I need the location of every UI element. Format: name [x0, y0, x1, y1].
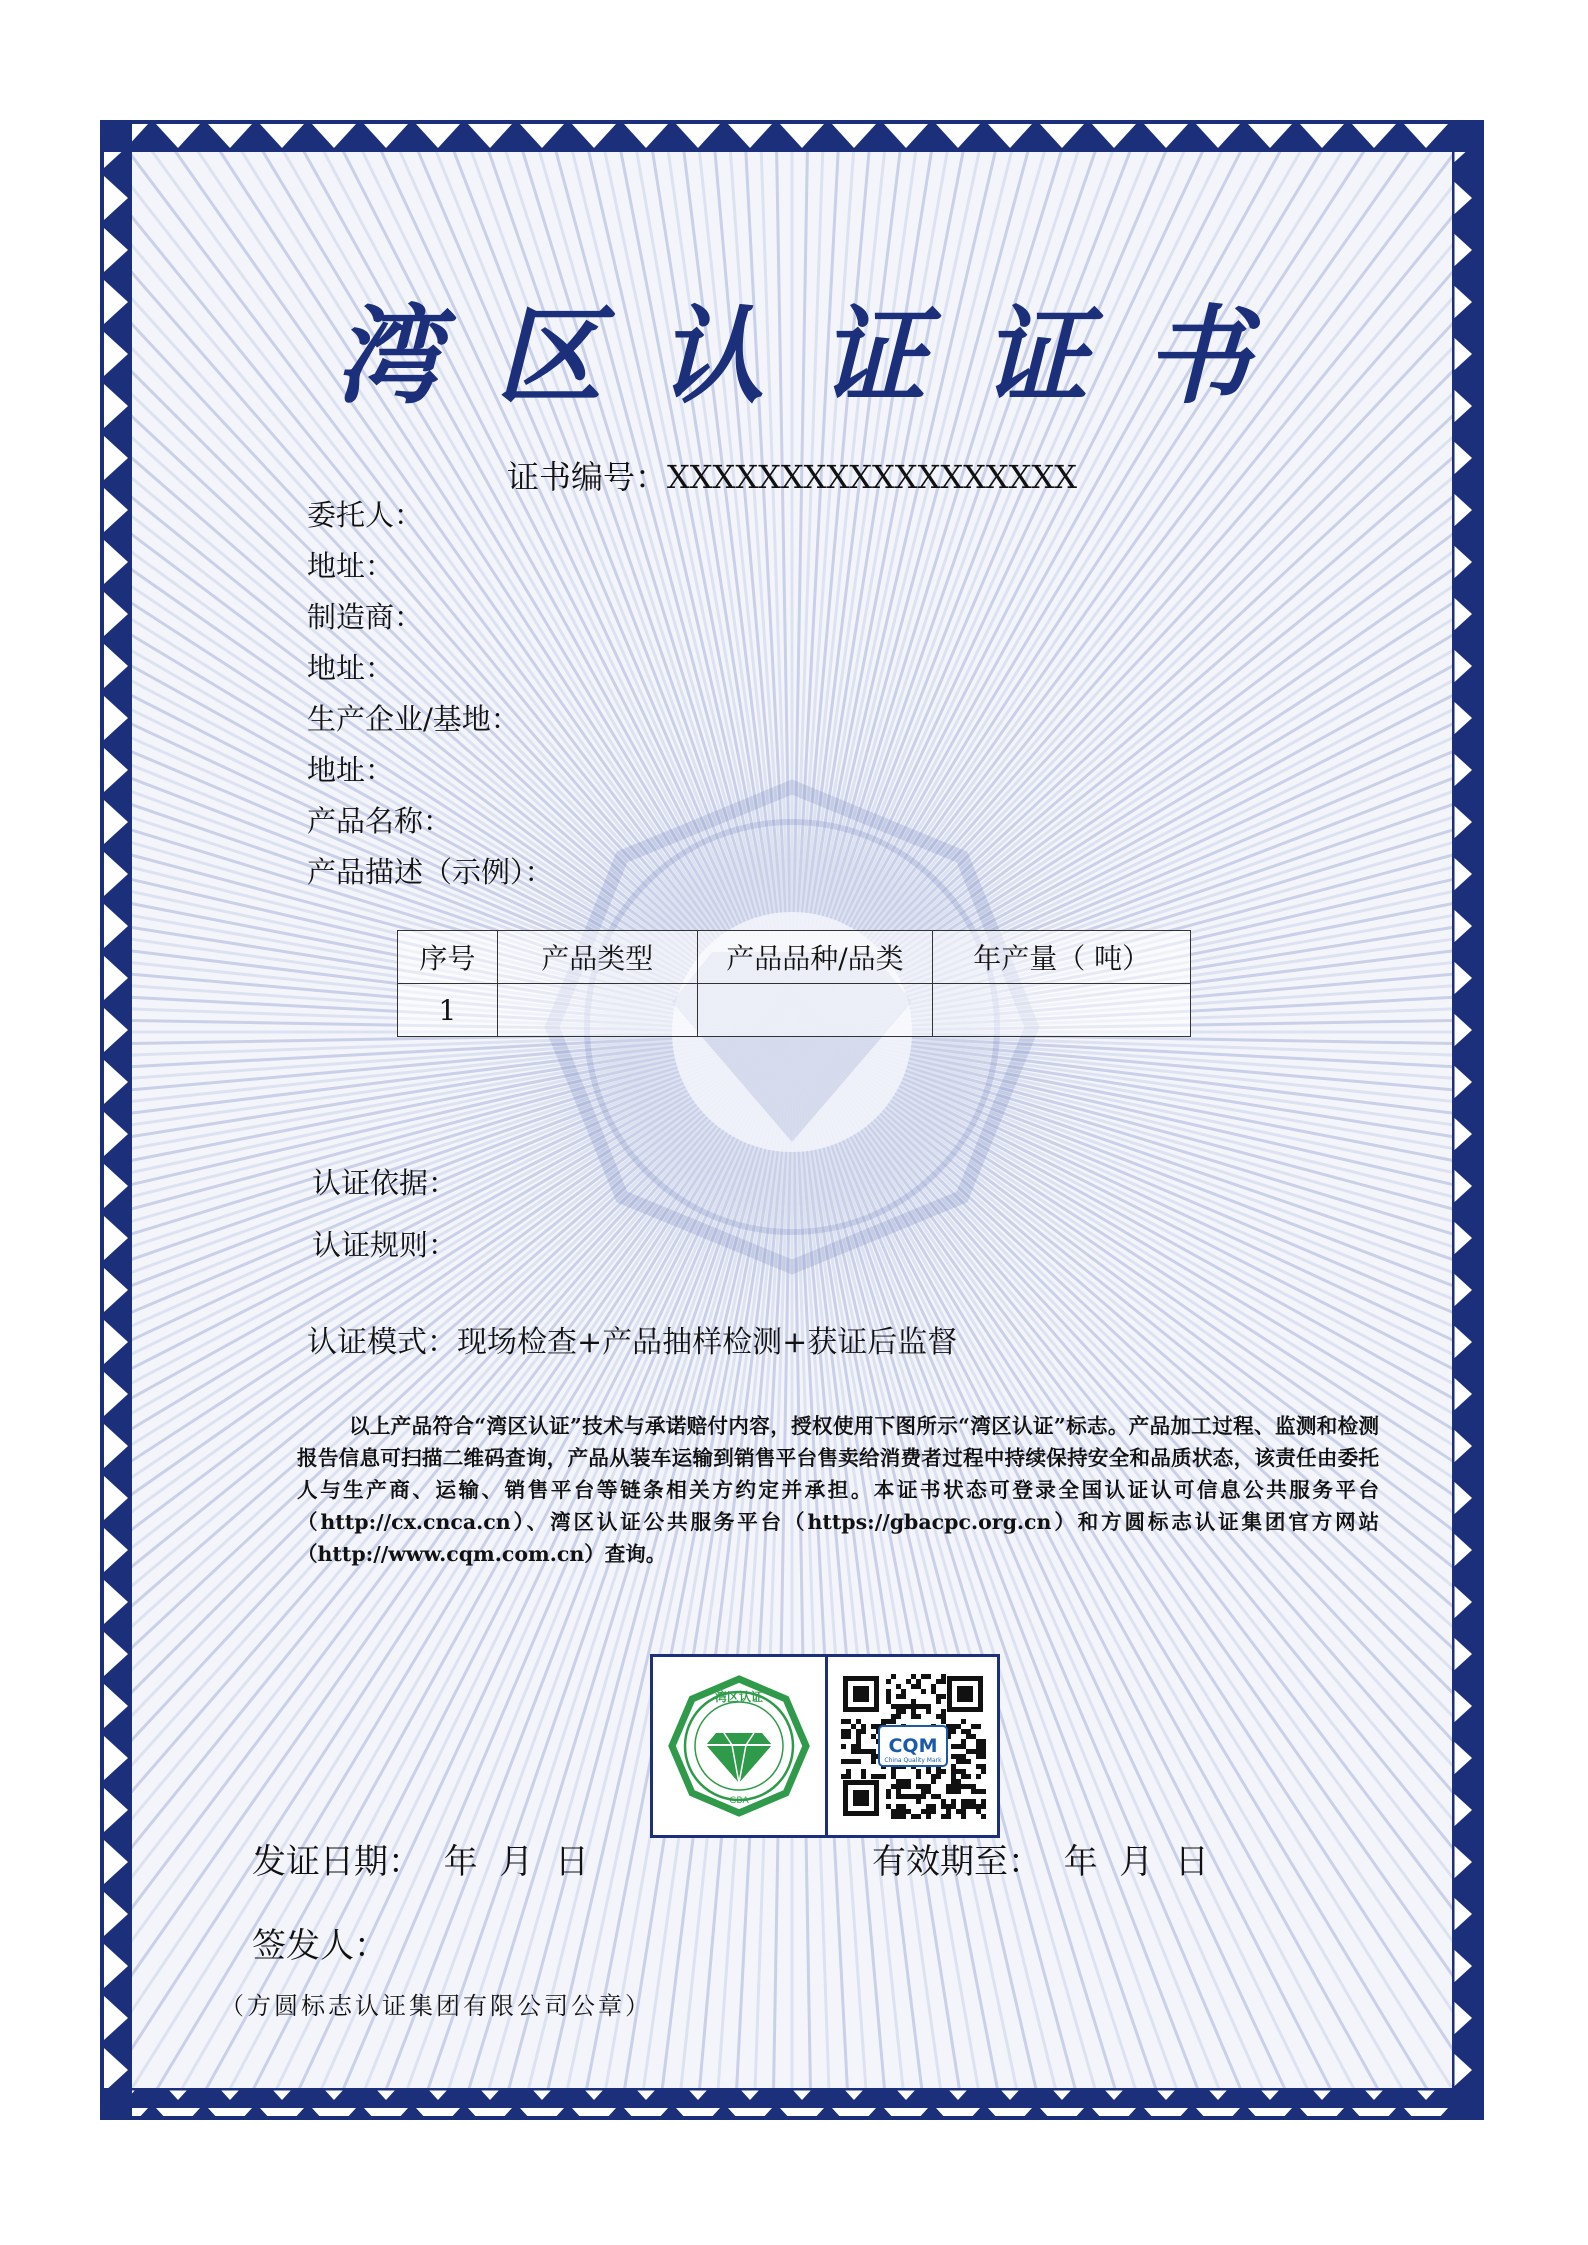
field-production-base: 生产企业/基地：	[307, 702, 520, 736]
field-production-base-address: 地址：	[307, 753, 395, 787]
issue-date	[252, 1834, 589, 1883]
issuer-label: 签发人：	[252, 1926, 388, 1966]
table-header-cell: 产品类型	[497, 931, 697, 984]
field-manufacturer: 制造商：	[307, 600, 424, 634]
qr-code-icon	[837, 1670, 989, 1822]
logo-ring-text: 湾区认证	[714, 1690, 764, 1704]
valid-until-label: 有效期至：	[872, 1842, 1042, 1882]
certification-statement: 以上产品符合“湾区认证”技术与承诺赔付内容，授权使用下图所示“湾区认证”标志。产品加工过程、监测和检测报告信息可扫描二维码查询，产品从装车运输到销售平台售卖给消费者过程中持续保持安全和品质状态，该责任由委托人与生产商、运输、销售平台等链条相关方约定并承担。本证书状态可登录全国认证认可信息公共服务平台（http://cx.cnca.cn）、湾区认证公共服务平台（https://gbacpc.org.cn）和方圆标志认证集团官方网站（http://www.cqm.com.cn）查询。	[297, 1414, 1379, 1566]
table-cell	[697, 984, 933, 1037]
field-entrusting-party: 委托人：	[307, 498, 424, 532]
table-header-cell: 序号	[398, 931, 498, 984]
field-manufacturer-address: 地址：	[307, 651, 395, 685]
issue-date-value: 年 月 日	[443, 1842, 589, 1882]
field-product-name: 产品名称：	[307, 804, 453, 838]
certificate-number-value: XXXXXXXXXXXXXXXXXX	[666, 458, 1078, 496]
cqm-brand-subtext: China Quality Mark	[883, 1757, 942, 1764]
table-header-cell: 产品品种/品类	[697, 931, 933, 984]
table-cell	[933, 984, 1191, 1037]
table-cell	[497, 984, 697, 1037]
field-product-description: 产品描述（示例）：	[307, 855, 554, 889]
table-header-cell: 年产量（ 吨）	[933, 931, 1191, 984]
certification-basis-block	[312, 1152, 457, 1276]
logo-box	[650, 1654, 1000, 1838]
certification-basis-label: 认证依据：	[312, 1166, 458, 1200]
certificate-body	[132, 152, 1452, 2088]
certification-mode: 认证模式：现场检查+产品抽样检测+获证后监督	[307, 1325, 958, 1360]
table-header-row	[398, 931, 1191, 984]
certificate-title: 湾区认证证书	[334, 293, 1306, 418]
certificate-number-label: 证书编号：	[506, 458, 667, 496]
certificate	[100, 120, 1484, 2120]
qr-code-block	[828, 1657, 997, 1835]
issue-date-label: 发证日期：	[252, 1842, 422, 1882]
certification-rules-label: 认证规则：	[312, 1228, 458, 1262]
table-cell: 1	[398, 984, 498, 1037]
applicant-fields	[307, 490, 554, 898]
product-table	[397, 930, 1191, 1037]
table-row	[398, 984, 1191, 1037]
gba-diamond-logo-icon	[664, 1671, 814, 1821]
company-seal-note: （方圆标志认证集团有限公司公章）	[220, 1992, 652, 2020]
valid-until	[872, 1834, 1209, 1883]
cqm-brand-text: CQM	[887, 1735, 938, 1757]
valid-until-value: 年 月 日	[1063, 1842, 1209, 1882]
field-entrusting-party-address: 地址：	[307, 549, 395, 583]
gba-certification-logo	[653, 1657, 828, 1835]
logo-sub-text: GBA	[729, 1796, 749, 1806]
